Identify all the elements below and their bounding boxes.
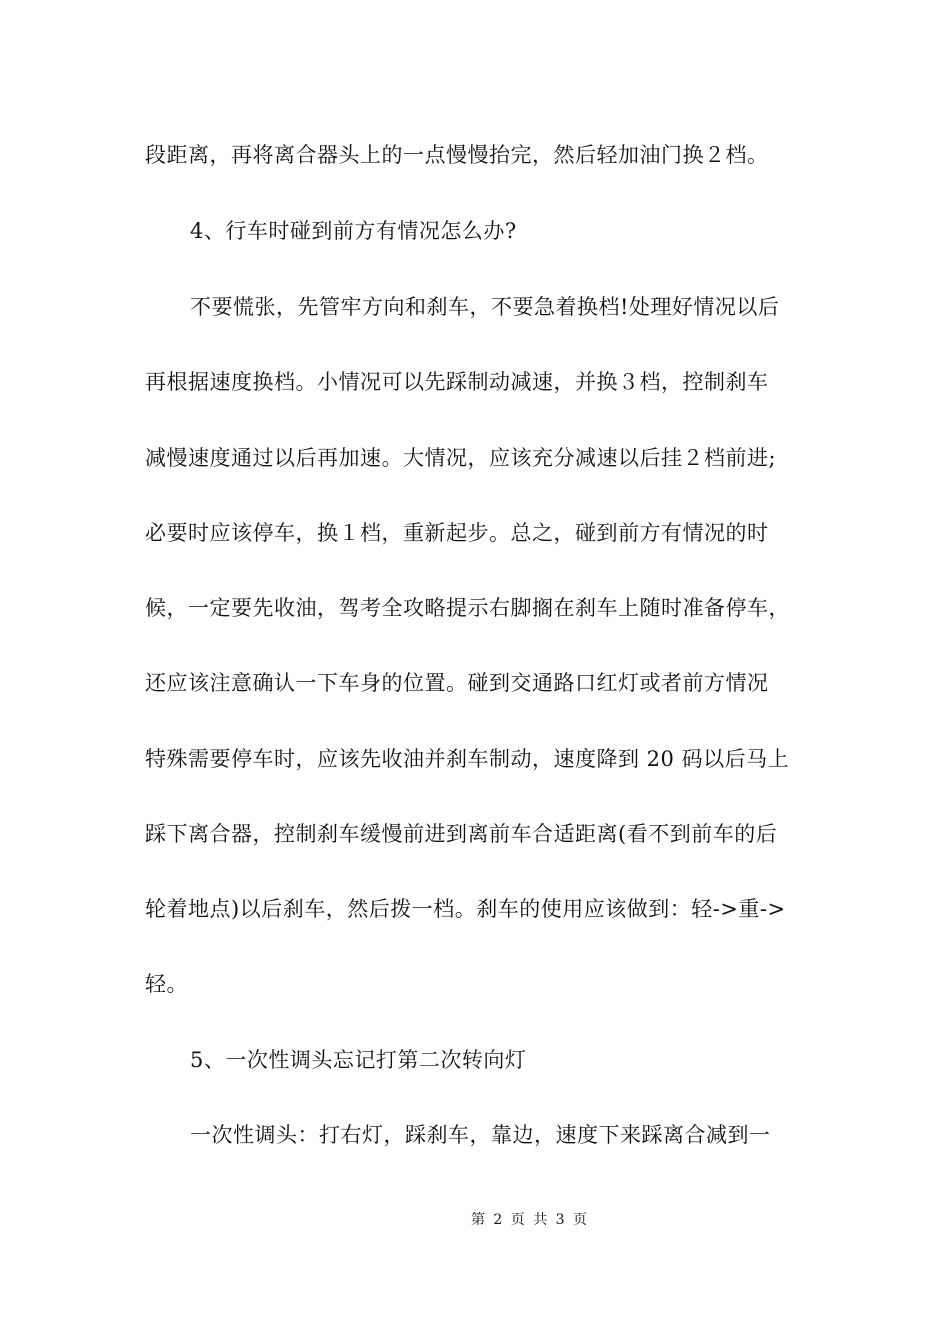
body-line-1: 段距离，再将离合器头上的一点慢慢抬完，然后轻加油门换２档。 bbox=[145, 143, 769, 167]
body-line-6: 必要时应该停车，换１档，重新起步。总之，碰到前方有情况的时 bbox=[145, 521, 769, 545]
section-heading-5: 5、一次性调头忘记打第二次转向灯 bbox=[190, 1048, 527, 1072]
body-line-7: 候，一定要先收油，驾考全攻略提示右脚搁在刹车上随时准备停车， bbox=[145, 596, 790, 620]
body-line-10: 踩下离合器，控制刹车缓慢前进到离前车合适距离(看不到前车的后 bbox=[145, 822, 778, 846]
body-line-9: 特殊需要停车时，应该先收油并刹车制动，速度降到 20 码以后马上 bbox=[145, 747, 790, 771]
body-line-11: 轮着地点)以后刹车，然后拨一档。刹车的使用应该做到：轻->重-> bbox=[145, 897, 786, 921]
page-number-footer: 第 2 页 共 3 页 bbox=[470, 1212, 590, 1228]
section-heading-4: 4、行车时碰到前方有情况怎么办? bbox=[190, 219, 517, 243]
body-line-14: 一次性调头：打右灯，踩刹车，靠边，速度下来踩离合减到一 bbox=[190, 1123, 771, 1147]
body-line-12: 轻。 bbox=[145, 972, 188, 996]
body-line-4: 再根据速度换档。小情况可以先踩制动减速，并换３档，控制刹车 bbox=[145, 370, 769, 394]
body-line-8: 还应该注意确认一下车身的位置。碰到交通路口红灯或者前方情况 bbox=[145, 671, 769, 695]
body-line-3: 不要慌张，先管牢方向和刹车，不要急着换档!处理好情况以后 bbox=[190, 295, 780, 319]
body-line-5: 减慢速度通过以后再加速。大情况，应该充分减速以后挂２档前进; bbox=[145, 446, 777, 470]
